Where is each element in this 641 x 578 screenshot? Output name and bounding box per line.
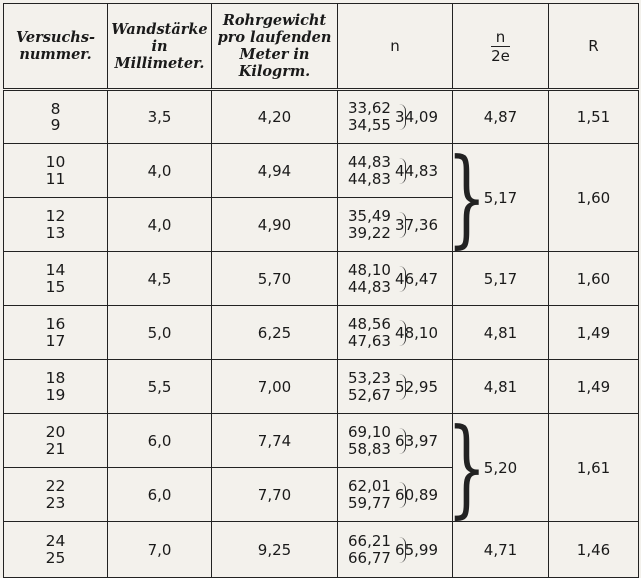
trial-number: 23 — [45, 493, 66, 512]
brace-icon: } — [447, 404, 487, 529]
n-average: 37,36 — [395, 215, 438, 234]
cell-r: 1,49 — [549, 360, 639, 414]
n-value: 62,01 — [348, 476, 391, 495]
cell-versuchsnummer — [4, 360, 108, 414]
n-value: 35,49 — [348, 206, 391, 225]
n-value: 69,10 — [348, 422, 391, 441]
cell-r: 1,49 — [549, 306, 639, 360]
trial-number: 9 — [50, 116, 61, 134]
n-value: 48,56 — [348, 314, 391, 333]
trial-number: 18 — [45, 369, 66, 387]
data-table — [3, 3, 639, 578]
trial-number: 19 — [45, 385, 66, 404]
n-value: 34,55 — [348, 116, 391, 134]
trial-number: 12 — [45, 207, 66, 225]
n-value: 52,67 — [348, 385, 391, 404]
n-value: 44,83 — [348, 169, 391, 188]
cell-n-over-2e: 4,81 — [453, 360, 549, 414]
cell-r: 1,61 — [549, 414, 639, 522]
header-n-over-2e — [453, 4, 549, 90]
cell-rohrgewicht: 4,20 — [212, 90, 338, 144]
cell-wandstaerke: 6,0 — [108, 414, 212, 468]
n-value: 53,23 — [348, 368, 391, 387]
cell-rohrgewicht: 6,25 — [212, 306, 338, 360]
cell-n-over-2e: 5,20 } — [453, 414, 549, 522]
table-row — [4, 414, 639, 468]
cell-versuchsnummer — [4, 144, 108, 198]
n-value: 48,10 — [348, 260, 391, 279]
cell-versuchsnummer — [4, 90, 108, 144]
cell-r: 1,60 — [549, 252, 639, 306]
cell-r: 1,51 — [549, 90, 639, 144]
n-value: 33,62 — [348, 99, 391, 117]
n-value-pair — [348, 262, 391, 296]
n-average: 52,95 — [395, 377, 438, 396]
header-row — [4, 4, 639, 90]
fraction-denominator: 2e — [491, 46, 510, 65]
n-average: 63,97 — [395, 431, 438, 450]
cell-rohrgewicht: 9,25 — [212, 522, 338, 578]
trial-number: 8 — [50, 99, 61, 118]
table-row — [4, 144, 639, 198]
cell-rohrgewicht: 7,00 — [212, 360, 338, 414]
n-average: 60,89 — [395, 485, 438, 504]
n-value: 47,63 — [348, 331, 391, 350]
trial-number: 15 — [45, 277, 66, 296]
cell-n-over-2e: 5,17 } — [453, 144, 549, 252]
cell-rohrgewicht: 4,90 — [212, 198, 338, 252]
table-row — [4, 306, 639, 360]
cell-wandstaerke: 7,0 — [108, 522, 212, 578]
cell-n — [338, 414, 453, 468]
n-value-pair — [348, 316, 391, 350]
n-value: 58,83 — [348, 439, 391, 458]
cell-wandstaerke: 4,5 — [108, 252, 212, 306]
cell-n — [338, 252, 453, 306]
trial-number: 20 — [45, 423, 66, 441]
cell-n-over-2e: 5,17 — [453, 252, 549, 306]
header-n: n — [338, 4, 453, 90]
n-average: 34,09 — [395, 108, 438, 126]
fraction-numerator: n — [491, 28, 510, 47]
table-row — [4, 252, 639, 306]
trial-number: 14 — [45, 261, 66, 279]
cell-rohrgewicht: 7,74 — [212, 414, 338, 468]
table-row — [4, 522, 639, 578]
header-wandstaerke: Wandstärke in Millimeter. — [108, 4, 212, 90]
cell-wandstaerke: 4,0 — [108, 198, 212, 252]
brace-icon: } — [447, 134, 487, 259]
cell-versuchsnummer — [4, 414, 108, 468]
n-average: 48,10 — [395, 323, 438, 342]
n-average: 44,83 — [395, 161, 438, 180]
n-value: 39,22 — [348, 223, 391, 242]
trial-number: 17 — [45, 331, 66, 350]
trial-number: 21 — [45, 439, 66, 458]
cell-versuchsnummer — [4, 468, 108, 522]
n-value-pair — [348, 100, 391, 134]
cell-versuchsnummer — [4, 522, 108, 578]
n-value-pair — [348, 208, 391, 242]
table-row — [4, 90, 639, 144]
cell-n — [338, 360, 453, 414]
trial-number: 11 — [45, 169, 66, 188]
n-average: 65,99 — [395, 540, 438, 559]
n-value: 66,21 — [348, 531, 391, 550]
fraction-n-2e — [491, 28, 510, 65]
cell-n-over-2e: 4,87 — [453, 90, 549, 144]
table-body — [4, 90, 639, 578]
cell-wandstaerke: 6,0 — [108, 468, 212, 522]
trial-number: 13 — [45, 223, 66, 242]
table-row — [4, 360, 639, 414]
cell-wandstaerke: 3,5 — [108, 90, 212, 144]
header-versuchsnummer: Versuchs-nummer. — [4, 4, 108, 90]
header-rohrgewicht: Rohrgewicht pro laufenden Meter in Kilogrm. — [212, 4, 338, 90]
cell-n — [338, 522, 453, 578]
trial-number: 16 — [45, 315, 66, 333]
n-value: 66,77 — [348, 548, 391, 567]
cell-n — [338, 144, 453, 198]
cell-n — [338, 306, 453, 360]
trial-number: 22 — [45, 477, 66, 495]
cell-wandstaerke: 5,5 — [108, 360, 212, 414]
n-value-pair — [348, 478, 391, 512]
cell-n — [338, 90, 453, 144]
n-value: 44,83 — [348, 277, 391, 296]
cell-r: 1,46 — [549, 522, 639, 578]
header-r: R — [549, 4, 639, 90]
cell-n — [338, 468, 453, 522]
n-value-pair — [348, 154, 391, 188]
n-value: 59,77 — [348, 493, 391, 512]
n-value-pair — [348, 533, 391, 567]
trial-number: 10 — [45, 153, 66, 171]
trial-number: 25 — [45, 548, 66, 567]
cell-n-over-2e: 4,81 — [453, 306, 549, 360]
n-value-pair — [348, 424, 391, 458]
cell-wandstaerke: 5,0 — [108, 306, 212, 360]
n-average: 46,47 — [395, 269, 438, 288]
cell-n — [338, 198, 453, 252]
cell-wandstaerke: 4,0 — [108, 144, 212, 198]
n-value-pair — [348, 370, 391, 404]
cell-n-over-2e: 4,71 — [453, 522, 549, 578]
trial-number: 24 — [45, 532, 66, 550]
cell-rohrgewicht: 4,94 — [212, 144, 338, 198]
n-value: 44,83 — [348, 152, 391, 171]
cell-r: 1,60 — [549, 144, 639, 252]
cell-versuchsnummer — [4, 198, 108, 252]
cell-versuchsnummer — [4, 252, 108, 306]
cell-rohrgewicht: 5,70 — [212, 252, 338, 306]
cell-versuchsnummer — [4, 306, 108, 360]
cell-rohrgewicht: 7,70 — [212, 468, 338, 522]
